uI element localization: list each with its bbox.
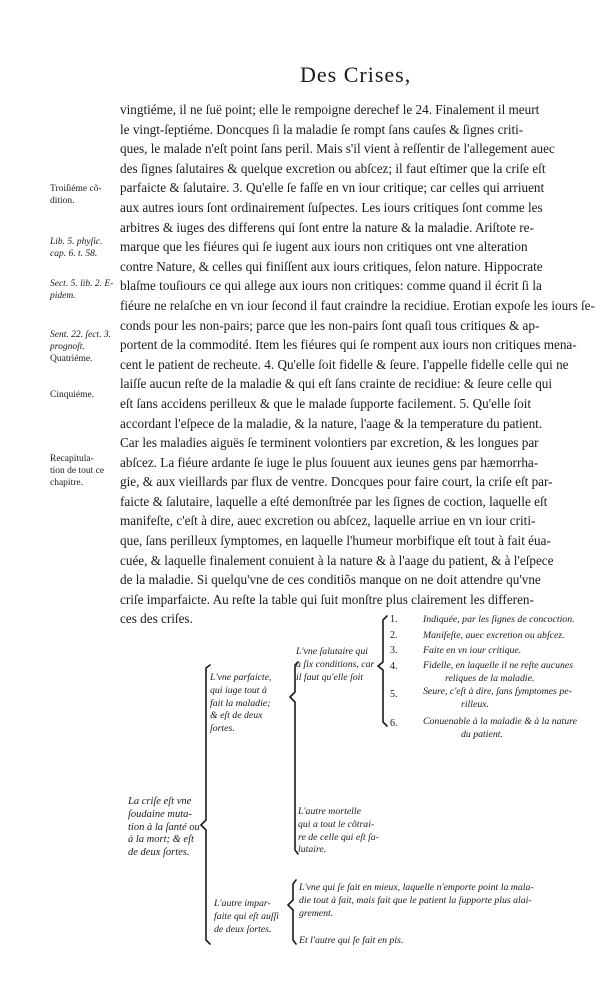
- table-node-salutaire: L'vne ſalutaire qui a ſix conditions, car il faut qu'elle ſoit: [296, 646, 375, 683]
- table-root-definition: La criſe eſt vne ſoudaine muta- tion à la ſanté ou à la mort; & eſt de deux ſortes.: [128, 796, 200, 859]
- running-head: Des Crises,: [300, 62, 412, 87]
- body-line: abſcez. La fiéure ardante ſe iuge le plus ſouuent aux ieunes gens par hæmorrha-: [120, 454, 539, 470]
- condition-number: 2.: [390, 630, 398, 641]
- body-line: faicte & ſalutaire, laquelle a eſté demonſtrée par les ſignes de coction, laquelle eſt: [120, 493, 548, 509]
- body-line: vingtiéme, il ne ſuë point; elle le rempoigne derechef le 24. Finalement il meurt: [120, 102, 540, 117]
- margin-note: Sect. 5. lib. 2. E- pidem.: [50, 279, 114, 301]
- body-line: portent de la commodité. Item les fiéures qui ſe rompent aux iours non critiques mena-: [120, 337, 577, 353]
- condition-item: Indiquée, par les ſignes de concoction.: [423, 614, 575, 625]
- body-line: eſt ſans accidens perilleux & que le malade ſupporte facilement. 5. Qu'elle ſoit: [120, 395, 532, 411]
- body-line: manifeſte, c'eſt à dire, auec excretion ou abſcez, laquelle arriue en vn iour criti-: [120, 513, 536, 529]
- condition-number: 4.: [390, 661, 398, 672]
- body-line: ques, le malade n'eſt point ſans peril. Mais s'il vient à reſſentir de l'allegement auec: [120, 141, 555, 157]
- margin-note: Recapitula- tion de tout ce chapitre.: [50, 454, 105, 488]
- condition-number: 1.: [390, 614, 398, 625]
- condition-number: 5.: [390, 689, 398, 700]
- condition-item: Conuenable à la maladie & à la nature du patient.: [423, 716, 577, 740]
- body-line: arbitres & iuges des differens qui ſont entre la nature & la maladie. Ariſtote re-: [120, 219, 534, 235]
- condition-item: Manifeſte, auec excretion ou abſcez.: [423, 630, 565, 641]
- condition-number: 6.: [390, 718, 398, 729]
- body-line: laiſſe aucun reſte de la maladie & qui eſt ſans crainte de recidiue: & ſeure celle qui: [120, 376, 553, 392]
- table-node-parfaicte: L'vne parfaicte, qui iuge tout à fait la maladie; & eſt de deux ſortes.: [210, 672, 272, 735]
- body-line: Car les maladies aiguës ſe terminent volontiers par excretion, & les longues par: [120, 435, 539, 451]
- body-line: marque que les fiéures qui ſe iugent aux iours non critiques ont vne alteration: [120, 239, 528, 255]
- crisis-table-diagram: [0, 600, 600, 980]
- body-text: [120, 100, 596, 629]
- condition-item: Seure, c'eſt à dire, ſans ſymptomes pe- rilleux.: [423, 686, 572, 710]
- body-line: contre Nature, & celles qui finiſſent aux iours critiques, ſelon nature. Hippocrate: [120, 258, 543, 274]
- body-line: fiéure ne relaſche en vn iour ſecond il faut craindre la recidiue. Erotian expoſe les iours ſe-: [120, 297, 595, 313]
- table-node-mortelle: L'autre mortelle qui a tout le cõtrai- re de celle qui eſt ſa- lutaire.: [298, 806, 379, 856]
- margin-note: Sent. 22. ſect. 3. prognoſt. Quatriéme.: [50, 330, 111, 364]
- body-line: gie, & aux vieillards par flux de ventre. Doncques pour faire court, la criſe eſt par-: [120, 474, 553, 490]
- margin-note: Lib. 5. phyſic. cap. 6. t. 58.: [50, 237, 103, 259]
- body-line: accordant l'eſpece de la maladie, & la nature, l'aage & la temperature du patient.: [120, 415, 543, 431]
- table-node-imparfaite: L'autre impar- faite qui eſt auſſi de deux ſortes.: [214, 898, 280, 935]
- margin-note: Troiſiéme cõ- dition.: [50, 184, 102, 206]
- body-line: le vingt-ſeptiéme. Doncques ſi la maladie ſe rompt ſans cauſes & ſignes criti-: [120, 121, 524, 137]
- body-line: cent le patient de recheute. 4. Qu'elle ſoit fidelle & ſeure. I'appelle fidelle celle qui ne: [120, 356, 569, 372]
- body-line: que, ſans perilleux ſymptomes, en laquelle l'humeur morbifique eſt tout à fait éua-: [120, 533, 551, 549]
- body-line: cuée, & laquelle finalement conuient à la nature & à l'aage du patient, & à l'eſpece: [120, 552, 554, 568]
- condition-number: 3.: [390, 645, 398, 656]
- condition-item: Faite en vn iour critique.: [423, 645, 522, 656]
- body-line: aux autres iours ſont ordinairement ſuſpectes. Les iours critiques ſont comme les: [120, 199, 543, 215]
- body-line: ces des criſes.: [120, 611, 193, 627]
- body-line: de la maladie. Si quelqu'vne de ces conditiõs manque on ne doit attendre qu'vne: [120, 572, 541, 588]
- body-line: conds pour les non-pairs; parce que les non-pairs ſont quaſi tous critiques & ap-: [120, 317, 540, 333]
- margin-note: Cinquiéme.: [50, 390, 95, 400]
- condition-item: Fidelle, en laquelle il ne reſte aucunes reliques de la maladie.: [423, 660, 574, 684]
- table-node-mieux: L'vne qui ſe fait en mieux, laquelle n'emporte point la mala- die tout à fait, mais fait que le patient la ſupporte plus alai- grement.: [299, 882, 534, 919]
- body-line: blaſme touſiours ce qui allege aux iours non critiques: comme quand il écrit ſi la: [120, 278, 542, 294]
- table-node-pis: Et l'autre qui ſe fait en pis.: [299, 935, 404, 946]
- body-line: des ſignes ſalutaires & quelque excretion ou abſcez; il faut eſtimer que la criſe eſt: [120, 160, 546, 176]
- body-line: criſe imparfaicte. Au reſte la table qui ſuit monſtre plus clairement les differen-: [120, 591, 534, 607]
- body-line: parfaicte & ſalutaire. 3. Qu'elle ſe faſſe en vn iour critique; car celles qui arriuent: [120, 180, 545, 196]
